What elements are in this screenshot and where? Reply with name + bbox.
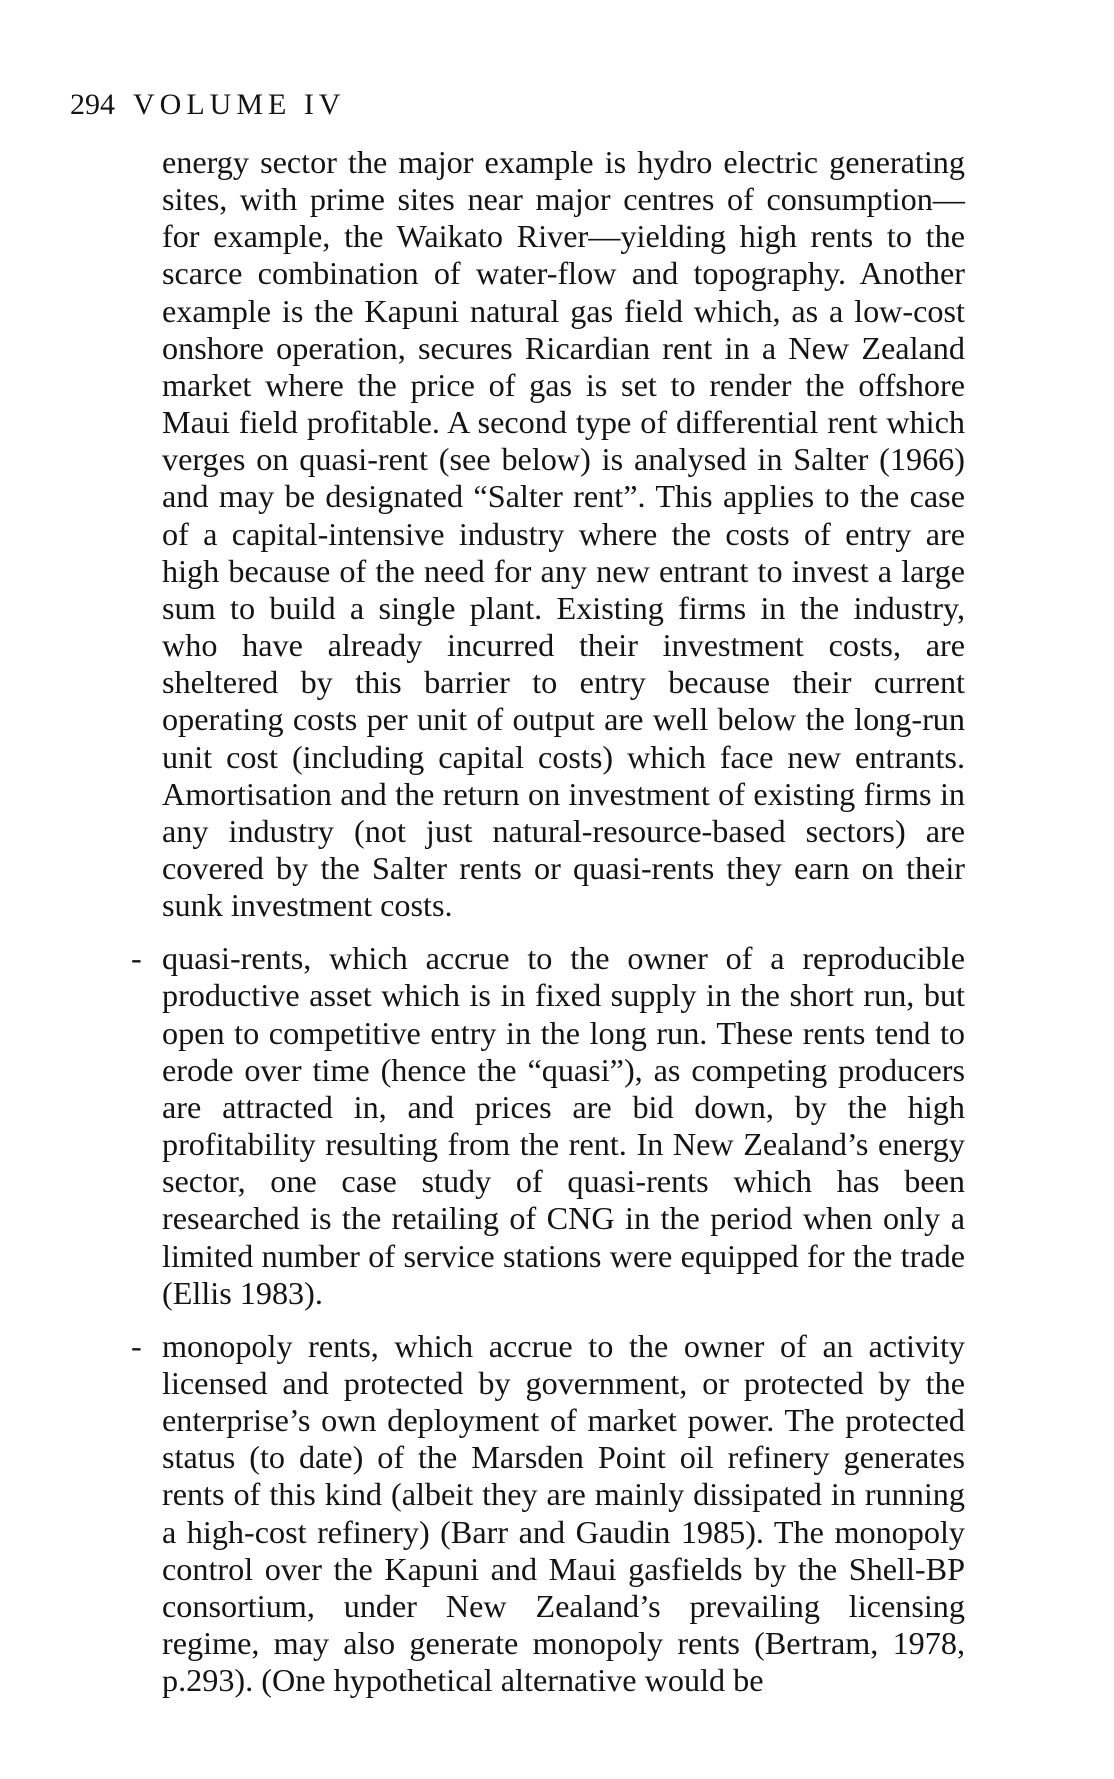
list-dash: - <box>131 1327 142 1364</box>
page-number: 294 <box>70 88 115 121</box>
running-head <box>70 88 345 122</box>
list-item-text: monopoly rents, which accrue to the owner of an activity licensed and protected by government, or protected by the enterprise’s own deployment of market power. The protected status (to date) of the Marsden Point oil refinery generates rents of this kind (albeit they are mainly dissipated in running a high-cost refinery) (Barr and Gaudin 1985). The monopoly control over the Kapuni and Maui gasfields by the Shell-BP consortium, under New Zealand’s prevailing licensing regime, may also generate monopoly rents (Bertram, 1978, p.293). (One hypothetical alternative would be <box>162 1327 965 1699</box>
continued-paragraph: energy sector the major example is hydro electric generating sites, with prime sites near major centres of consumption—for example, the Waikato River—yielding high rents to the scarce combination of water-flow and topography. Another example is the Kapuni natural gas field which, as a low-cost onshore operation, secures Ricardian rent in a New Zealand market where the price of gas is set to render the offshore Maui field profitable. A second type of differential rent which verges on quasi-rent (see below) is analysed in Salter (1966) and may be designated “Salter rent”. This applies to the case of a capital-intensive industry where the costs of entry are high because of the need for any new entrant to invest a large sum to build a single plant. Existing firms in the industry, who have already incurred their investment costs, are sheltered by this barrier to entry because their current operating costs per unit of output are well below the long-run unit cost (including capital costs) which face new entrants. Amortisation and the return on investment of existing firms in any industry (not just natural-resource-based sectors) are covered by the Salter rents or quasi-rents they earn on their sunk investment costs. <box>162 144 965 924</box>
volume-label: VOLUME IV <box>133 88 346 121</box>
list-item-text: quasi-rents, which accrue to the owner of a reproducible productive asset which is in fixed supply in the short run, but open to competitive entry in the long run. These rents tend to erode over time (hence the “quasi”), as competing producers are attracted in, and prices are bid down, by the high profitability resulting from the rent. In New Zealand’s energy sector, one case study of quasi-rents which has been researched is the retailing of CNG in the period when only a limited number of service stations were equipped for the trade (Ellis 1983). <box>162 940 965 1311</box>
list-item-quasi-rents <box>131 940 965 1312</box>
list-dash: - <box>131 940 142 977</box>
body-text <box>131 144 965 1699</box>
list-item-monopoly-rents <box>131 1327 965 1700</box>
